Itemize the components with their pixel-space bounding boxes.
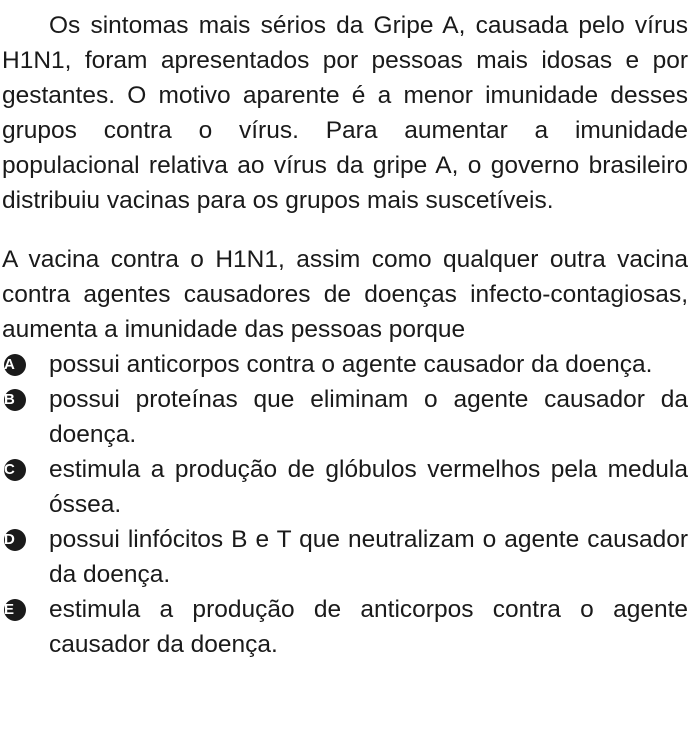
option-a[interactable] — [2, 347, 688, 382]
option-c[interactable] — [2, 452, 688, 522]
option-d-letter-badge: D — [4, 529, 26, 551]
option-b[interactable] — [2, 382, 688, 452]
option-c-text: estimula a produção de glóbulos vermelhos pela medula óssea. — [49, 456, 688, 518]
option-e-text: estimula a produção de anticorpos contra o agente causador da doença. — [49, 596, 688, 658]
option-a-text: possui anticorpos contra o agente causador da doença. — [49, 351, 653, 378]
answer-options — [2, 347, 688, 662]
option-c-letter-badge: C — [4, 459, 26, 481]
option-e[interactable] — [2, 592, 688, 662]
option-b-letter-badge: B — [4, 389, 26, 411]
option-a-letter-badge: A — [4, 354, 26, 376]
question-stem: A vacina contra o H1N1, assim como qualquer outra vacina contra agentes causadores de doenças infecto-contagiosas, aumenta a imunidade das pessoas porque — [2, 246, 688, 343]
option-e-letter-badge: E — [4, 599, 26, 621]
option-b-text: possui proteínas que eliminam o agente causador da doença. — [49, 386, 688, 448]
intro-paragraph: Os sintomas mais sérios da Gripe A, causada pelo vírus H1N1, foram apresentados por pessoas mais idosas e por gestantes. O motivo aparente é a menor imunidade desses grupos contra o vírus. Para aumentar a imunidade populacional relativa ao vírus da gripe A, o governo brasileiro distribuiu vacinas para os grupos mais suscetíveis. — [2, 12, 688, 214]
option-d-text: possui linfócitos B e T que neutralizam o agente causador da doença. — [49, 526, 688, 588]
option-d[interactable] — [2, 522, 688, 592]
